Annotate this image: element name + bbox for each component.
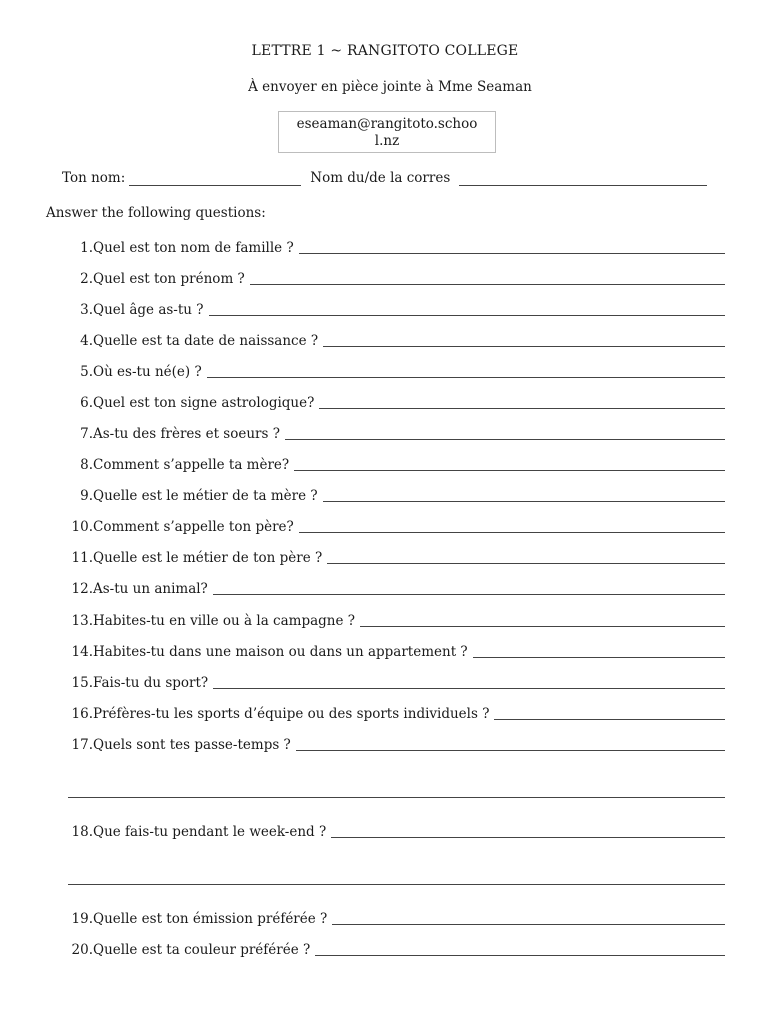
answer-line [285,427,725,440]
question-row [68,271,725,287]
answer-line [360,614,725,627]
question-number: 4. [80,333,93,349]
question-row [68,706,725,722]
question-row [68,240,725,256]
question-number: 6. [80,395,93,411]
question-text: As-tu un animal? [93,581,208,597]
name-row [62,170,722,186]
question-text: Habites-tu dans une maison ou dans un appartement ? [93,644,468,660]
question-row [68,644,725,660]
question-row [68,675,725,691]
question-text: Quelle est ta couleur préférée ? [93,942,311,958]
question-text: Quel âge as-tu ? [93,302,204,318]
question-text: Fais-tu du sport? [93,675,209,691]
answer-line [209,303,725,316]
question-text: Quelle est le métier de ton père ? [93,550,323,566]
question-row [68,942,725,958]
answer-line [207,365,725,378]
answer-line-extra [68,797,725,798]
page-subtitle: À envoyer en pièce jointe à Mme Seaman [248,79,532,95]
question-text: As-tu des frères et soeurs ? [93,426,280,442]
corres-label: Nom du/de la corres [310,170,451,186]
question-number: 20. [71,942,93,958]
answer-line [213,582,725,595]
corres-blank [459,171,707,186]
question-row [68,613,725,629]
question-row [68,550,725,566]
answer-line [331,825,725,838]
question-text: Où es-tu né(e) ? [93,364,202,380]
question-number: 2. [80,271,93,287]
question-text: Quelle est le métier de ta mère ? [93,488,318,504]
name-label: Ton nom: [62,170,126,186]
question-number: 11. [71,550,93,566]
question-text: Comment s’appelle ton père? [93,519,294,535]
answer-line [319,396,725,409]
question-text: Comment s’appelle ta mère? [93,457,290,473]
answer-line [299,520,725,533]
answer-line-extra [68,884,725,885]
question-row [68,333,725,349]
question-number: 10. [71,519,93,535]
question-text: Que fais-tu pendant le week-end ? [93,824,327,840]
question-number: 14. [71,644,93,660]
question-number: 5. [80,364,93,380]
answer-line [315,943,725,956]
answer-line [299,241,725,254]
question-text: Quel est ton prénom ? [93,271,245,287]
answer-line [494,707,725,720]
question-text: Quel est ton nom de famille ? [93,240,294,256]
question-text: Préfères-tu les sports d’équipe ou des sports individuels ? [93,706,490,722]
question-row [68,488,725,504]
answer-line [323,489,725,502]
question-text: Quelle est ta date de naissance ? [93,333,319,349]
question-row [68,519,725,535]
question-row [68,911,725,927]
answer-line [294,458,725,471]
question-number: 13. [71,613,93,629]
question-row [68,737,725,753]
question-number: 1. [80,240,93,256]
page-title: LETTRE 1 ~ RANGITOTO COLLEGE [251,43,519,59]
question-number: 7. [80,426,93,442]
answer-line [213,676,725,689]
question-number: 12. [71,581,93,597]
question-row [68,364,725,380]
question-number: 19. [71,911,93,927]
question-number: 9. [80,488,93,504]
question-row [68,302,725,318]
question-number: 3. [80,302,93,318]
question-text: Habites-tu en ville ou à la campagne ? [93,613,355,629]
question-number: 18. [71,824,93,840]
email-box: eseaman@rangitoto.school.nz [278,111,496,153]
question-row [68,426,725,442]
question-number: 8. [80,457,93,473]
instructions: Answer the following questions: [46,205,266,221]
question-row [68,395,725,411]
question-number: 15. [71,675,93,691]
answer-line [332,912,725,925]
question-text: Quels sont tes passe-temps ? [93,737,291,753]
question-text: Quel est ton signe astrologique? [93,395,315,411]
answer-line [323,334,725,347]
answer-line [473,645,725,658]
question-row [68,457,725,473]
question-number: 16. [71,706,93,722]
answer-line [296,738,725,751]
question-row [68,824,725,840]
question-text: Quelle est ton émission préférée ? [93,911,328,927]
question-row [68,581,725,597]
question-number: 17. [71,737,93,753]
answer-line [327,551,725,564]
name-blank [129,171,301,186]
answer-line [250,272,725,285]
